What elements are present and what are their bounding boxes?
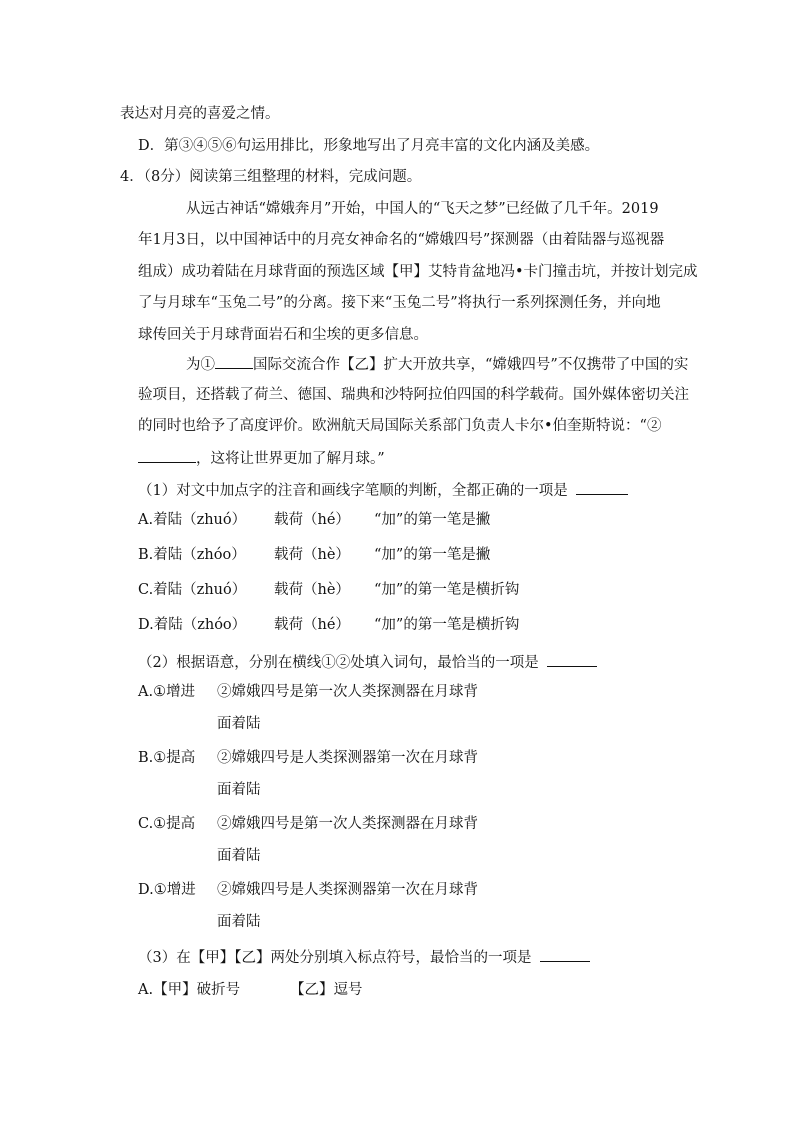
option-d-prev: D．第③④⑤⑥句运用排比，形象地写出了月亮丰富的文化内涵及美感。 [138,138,600,154]
fill-blank-2 [138,447,196,463]
q3-prompt: （3）在【甲】【乙】两处分别填入标点符号，最恰当的一项是 [138,950,532,966]
passage-line: 了与月球车“玉兔二号”的分离。接下来“玉兔二号”将执行一系列探测任务，并向地 [138,295,661,311]
text-line: 表达对月亮的喜爱之情。 [120,106,280,122]
q2-prompt: （2）根据语意，分别在横线①②处填入词句，最恰当的一项是 [138,655,539,671]
fill-blank-1 [215,353,253,369]
passage-line: 组成）成功着陆在月球背面的预选区域【甲】艾特肯盆地冯•卡门撞击坑，并按计划完成 [138,264,698,280]
answer-blank [547,651,597,667]
passage-line: 从远古神话“嫦娥奔月”开始，中国人的“飞天之梦”已经做了几千年。2019 [186,201,659,217]
passage-text: ，这将让世界更加了解月球。” [196,451,385,467]
q1-prompt: （1）对文中加点字的注音和画线字笔顺的判断，全都正确的一项是 [138,483,568,499]
passage-line: 球传回关于月球背面岩石和尘埃的更多信息。 [138,327,428,343]
passage-text: 国际交流合作【乙】扩大开放共享，“嫦娥四号”不仅携带了中国的实 [253,357,689,373]
passage-text: 为① [186,357,215,373]
passage-line: 年1月3日，以中国神话中的月亮女神命名的“嫦娥四号”探测器（由着陆器与巡视器 [138,232,665,248]
passage-line: 验项目，还搭载了荷兰、德国、瑞典和沙特阿拉伯四国的科学载荷。国外媒体密切关注 [138,387,689,403]
answer-blank [540,946,590,962]
passage-line: 的同时也给予了高度评价。欧洲航天局国际关系部门负责人卡尔•伯奎斯特说：“② [138,418,662,434]
question-4-title: 4．（8分）阅读第三组整理的材料，完成问题。 [120,169,422,185]
answer-blank [576,479,628,495]
